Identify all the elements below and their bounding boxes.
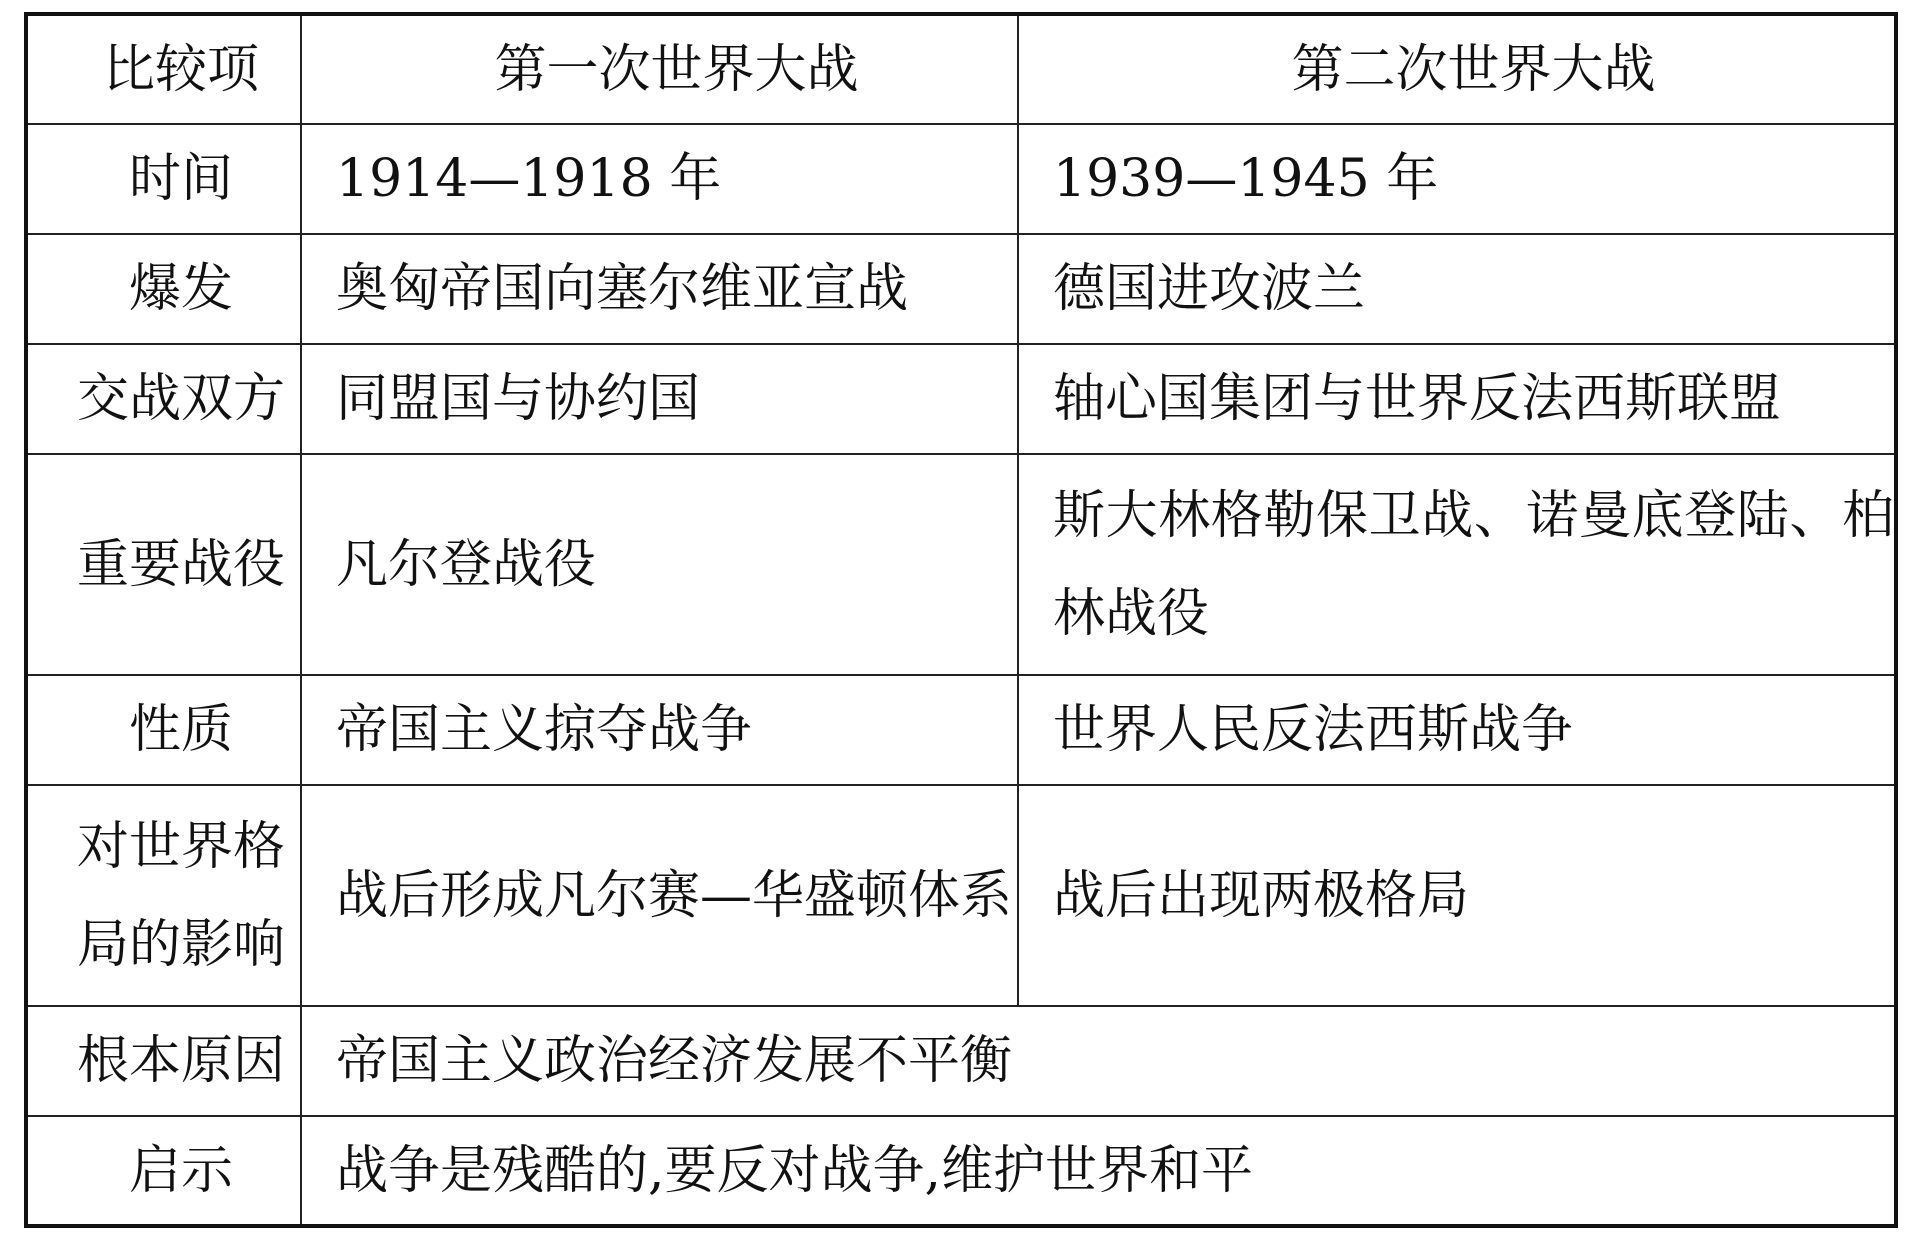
cell-ww1-impact-wrap	[301, 785, 1018, 1006]
cell-ww1-outbreak: 奥匈帝国向塞尔维亚宣战	[301, 234, 1018, 344]
cell-ww2-nature: 世界人民反法西斯战争	[1018, 675, 1896, 785]
row-label-root-cause: 根本原因	[26, 1006, 301, 1116]
row-label-lesson: 启示	[26, 1116, 301, 1226]
row-label-outbreak: 爆发	[26, 234, 301, 344]
cell-ww1-nature: 帝国主义掠夺战争	[301, 675, 1018, 785]
cell-ww2-impact: 战后出现两极格局	[1018, 785, 1896, 1006]
row-label-nature: 性质	[26, 675, 301, 785]
table-row	[26, 1116, 1896, 1226]
row-label-battles: 重要战役	[26, 454, 301, 675]
cell-ww1-belligerents: 同盟国与协约国	[301, 344, 1018, 454]
cell-ww2-outbreak: 德国进攻波兰	[1018, 234, 1896, 344]
table-row	[26, 785, 1896, 1006]
cell-shared-lesson: 战争是残酷的,要反对战争,维护世界和平	[301, 1116, 1896, 1226]
cell-ww2-belligerents: 轴心国集团与世界反法西斯联盟	[1018, 344, 1896, 454]
row-label-impact: 对世界格局的影响	[76, 816, 285, 975]
comparison-table-container	[24, 12, 1894, 1224]
header-ww1: 第一次世界大战	[301, 14, 1018, 124]
table-row	[26, 234, 1896, 344]
cell-ww2-battles-wrap	[1018, 454, 1896, 675]
table-row	[26, 124, 1896, 234]
cell-ww1-battles: 凡尔登战役	[301, 454, 1018, 675]
row-label-belligerents: 交战双方	[26, 344, 301, 454]
cell-shared-root-cause: 帝国主义政治经济发展不平衡	[301, 1006, 1896, 1116]
cell-ww2-battles: 斯大林格勒保卫战、诺曼底登陆、柏林战役	[1053, 485, 1894, 644]
table-header-row	[26, 14, 1896, 124]
row-label-time: 时间	[26, 124, 301, 234]
table-row	[26, 454, 1896, 675]
world-wars-comparison-table	[24, 12, 1898, 1228]
cell-ww2-time: 1939—1945 年	[1018, 124, 1896, 234]
header-item: 比较项	[26, 14, 301, 124]
cell-ww1-impact: 战后形成凡尔赛—华盛顿体系	[336, 865, 1013, 926]
table-row	[26, 675, 1896, 785]
header-ww2: 第二次世界大战	[1018, 14, 1896, 124]
table-row	[26, 344, 1896, 454]
table-row	[26, 1006, 1896, 1116]
row-label-impact-wrap	[26, 785, 301, 1006]
cell-ww1-time: 1914—1918 年	[301, 124, 1018, 234]
